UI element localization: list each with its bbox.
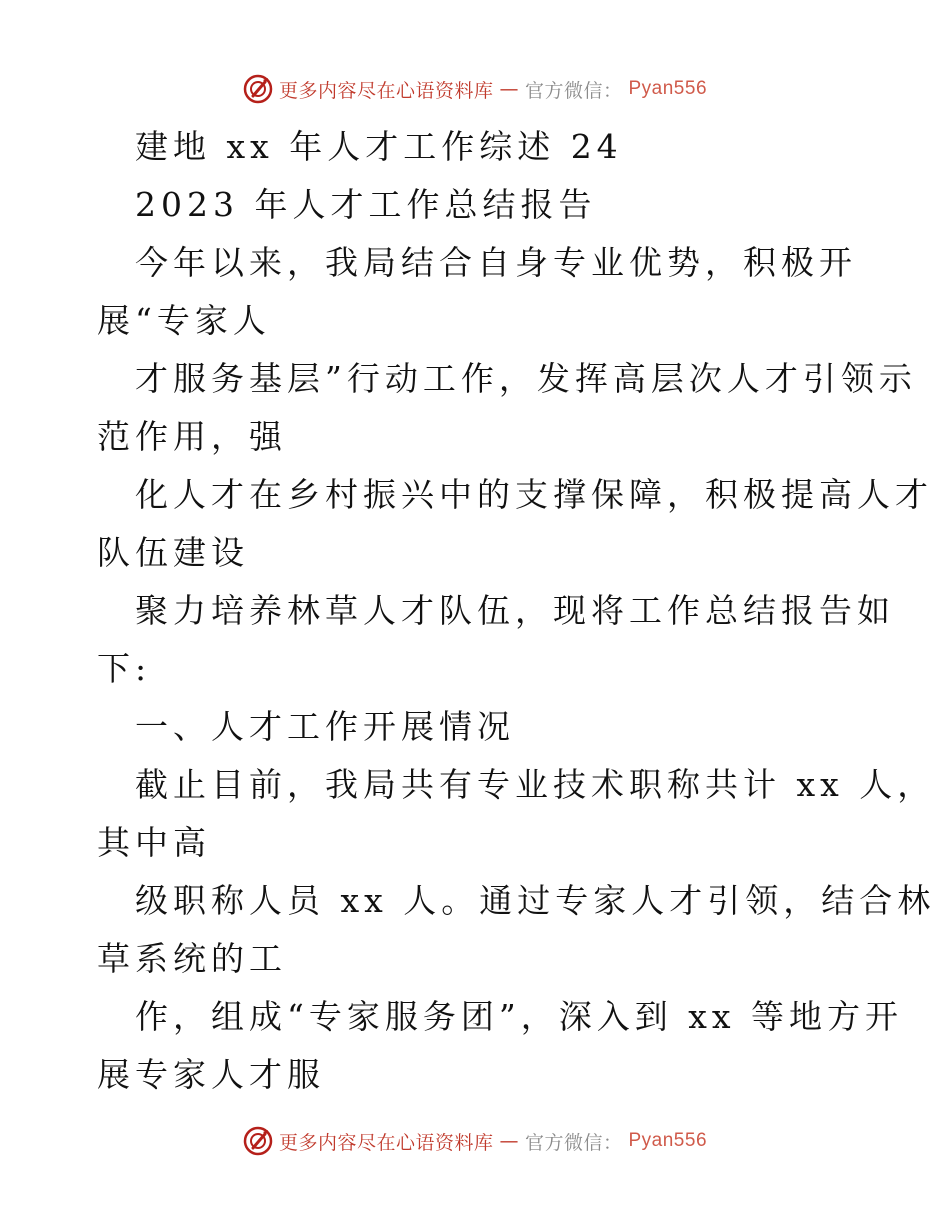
body-line: 才服务基层”行动工作，发挥高层次人才引领示 bbox=[135, 359, 917, 398]
section-heading: 一、人才工作开展情况 bbox=[135, 707, 515, 746]
body-line: 建地 xx 年人才工作综述 24 bbox=[135, 127, 623, 166]
body-line: 作，组成“专家服务团”，深入到 xx 等地方开 bbox=[135, 997, 903, 1036]
document-body bbox=[0, 118, 950, 1104]
body-line: 化人才在乡村振兴中的支撑保障，积极提高人才 bbox=[135, 475, 933, 514]
logo-icon bbox=[243, 74, 273, 104]
header-watermark bbox=[0, 74, 950, 104]
body-line: 聚力培养林草人才队伍，现将工作总结报告如 bbox=[135, 591, 895, 630]
watermark-dash: — bbox=[499, 1130, 519, 1152]
body-line: 2023 年人才工作总结报告 bbox=[135, 185, 597, 224]
footer-watermark bbox=[0, 1126, 950, 1156]
body-line: 下: bbox=[97, 649, 152, 688]
body-line: 展“专家人 bbox=[97, 301, 271, 340]
watermark-wechat-label: 官方微信： bbox=[524, 79, 623, 102]
watermark-wechat-label: 官方微信： bbox=[524, 1131, 623, 1154]
watermark-site-text: 更多内容尽在心语资料库 bbox=[278, 79, 494, 102]
body-line: 今年以来，我局结合自身专业优势，积极开 bbox=[135, 243, 857, 282]
logo-icon bbox=[243, 1126, 273, 1156]
body-line: 草系统的工 bbox=[97, 939, 287, 978]
body-line: 截止目前，我局共有专业技术职称共计 xx 人， bbox=[135, 765, 936, 804]
body-line: 其中高 bbox=[97, 823, 211, 862]
body-line: 队伍建设 bbox=[97, 533, 249, 572]
watermark-site-text: 更多内容尽在心语资料库 bbox=[278, 1131, 494, 1154]
body-line: 展专家人才服 bbox=[97, 1055, 325, 1094]
watermark-wechat-id: Pyan556 bbox=[628, 1130, 708, 1151]
watermark-dash: — bbox=[499, 78, 519, 100]
watermark-wechat-id: Pyan556 bbox=[628, 78, 708, 99]
body-line: 范作用，强 bbox=[97, 417, 287, 456]
body-line: 级职称人员 xx 人。通过专家人才引领，结合林 bbox=[135, 881, 936, 920]
